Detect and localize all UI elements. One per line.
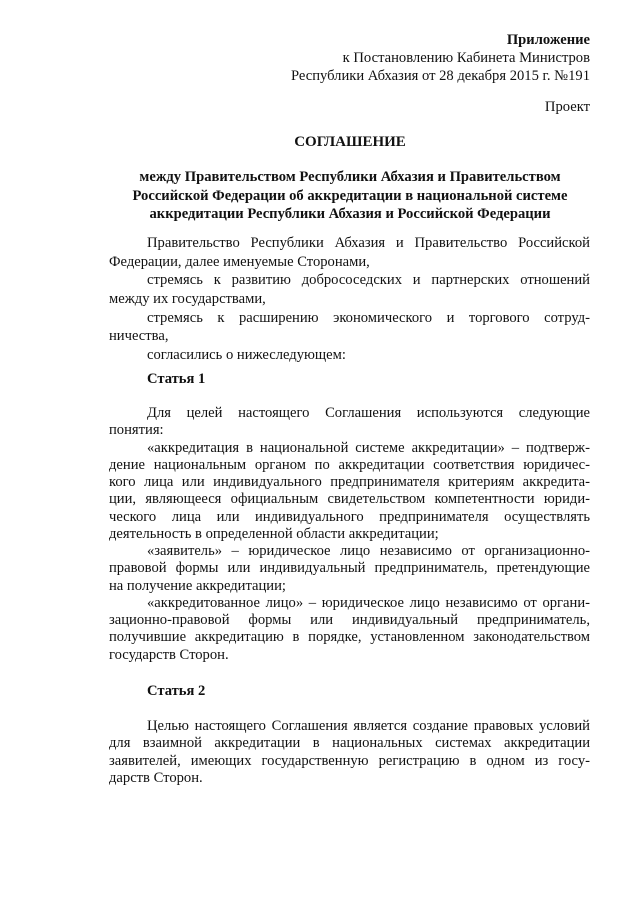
subtitle-line: Российской Федерации об аккредитации в национальной системе [132, 187, 568, 204]
text-line: государств Сторон. [109, 646, 229, 663]
text-line: Целью настоящего Соглашения является создание правовых условий [147, 718, 590, 734]
text-line: на получение аккредитации; [109, 577, 286, 594]
appendix-label: Приложение [506, 32, 590, 48]
text-line: правовой формы или индивидуальный предприниматель, претендующие [109, 560, 590, 577]
subtitle-line: между Правительством Республики Абхазия и Правительством [139, 169, 561, 185]
text-line: понятия: [109, 422, 164, 439]
text-line: заявителей, имеющих государственную регистрацию в одном из госу- [109, 752, 590, 769]
text-line: получившие аккредитацию в порядке, установленном законодательством [109, 629, 590, 646]
draft-label: Проект [544, 99, 590, 115]
text-line: дение национальным органом по аккредитации соответствия юридичес- [109, 456, 590, 473]
text-line: ческого лица или индивидуального предпринимателя осуществлять [109, 508, 590, 525]
text-line: стремясь к расширению экономического и торгового сотруд- [147, 309, 590, 326]
resolution-reference: к Постановлению Кабинета Министров [342, 50, 590, 66]
text-line: Правительство Республики Абхазия и Правительство Российской [147, 235, 590, 251]
text-line: стремясь к развитию добрососедских и партнерских отношений [147, 272, 590, 289]
text-line: согласились о нижеследующем: [147, 347, 346, 364]
document-subtitle [100, 168, 600, 224]
text-line: Федерации, далее именуемые Сторонами, [109, 253, 370, 270]
subtitle-line: аккредитации Республики Абхазия и Российской Федерации [149, 206, 551, 222]
text-line: ничества, [109, 328, 169, 345]
text-line: ции, являющееся официальным свидетельством компетентности юриди- [109, 491, 590, 508]
article-1-body [109, 405, 590, 664]
text-line: «заявитель» – юридическое лицо независимо от организационно- [147, 543, 590, 559]
text-line: Для целей настоящего Соглашения используются следующие [147, 405, 590, 421]
article-2-heading: Статья 2 [147, 683, 206, 699]
article-1-heading: Статья 1 [147, 371, 206, 387]
text-line: между их государствами, [109, 291, 266, 308]
text-line: дарств Сторон. [109, 770, 203, 787]
preamble [109, 234, 590, 365]
text-line: зационно-правовой формы или индивидуальный предприниматель, [109, 612, 590, 628]
text-line: деятельность в определенной области аккредитации; [109, 525, 439, 542]
text-line: кого лица или индивидуального предпринимателя критериям аккредита- [109, 474, 590, 490]
document-header [100, 31, 590, 85]
text-line: для взаимной аккредитации в национальных системах аккредитации [109, 735, 590, 752]
text-line: «аккредитация в национальной системе аккредитации» – подтверж- [147, 439, 590, 456]
resolution-date-number: Республики Абхазия от 28 декабря 2015 г. №191 [290, 68, 590, 84]
text-line: «аккредитованное лицо» – юридическое лицо независимо от органи- [147, 594, 590, 611]
article-2-body [109, 718, 590, 788]
document-title: СОГЛАШЕНИЕ [294, 134, 406, 150]
